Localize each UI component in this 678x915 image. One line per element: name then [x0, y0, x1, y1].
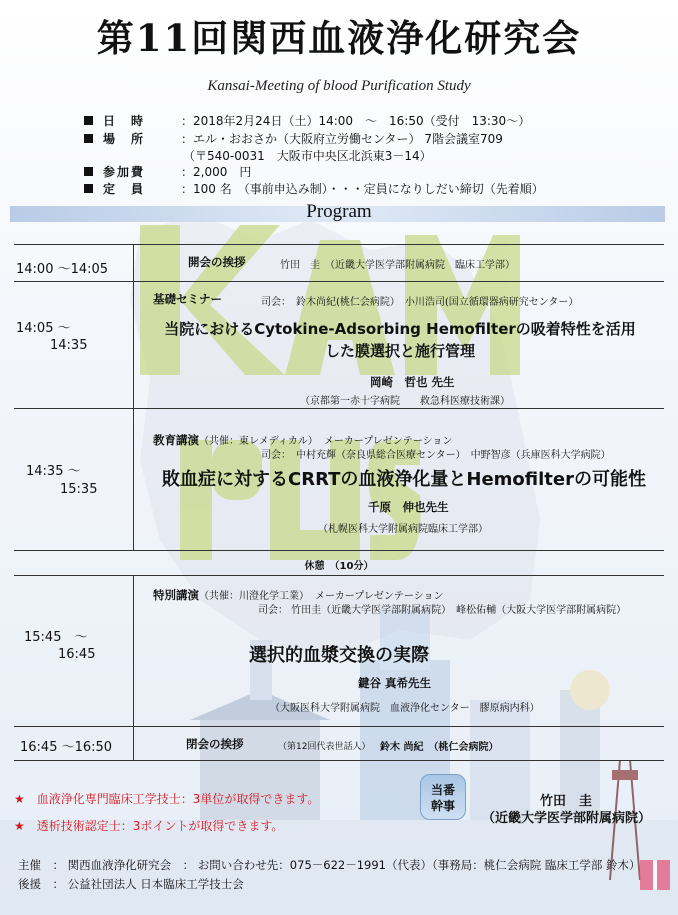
education-time-start: 14:35 ～ — [26, 464, 81, 479]
opening-title: 開会の挨拶 — [188, 255, 246, 269]
column-divider — [133, 244, 134, 551]
closing-speaker: 鈴木 尚紀 （桃仁会病院） — [380, 742, 499, 753]
seminar-lecture-line2: した膜選択と施行管理 — [324, 342, 475, 360]
column-divider — [133, 575, 134, 760]
credit-line-2: ★ 透析技術認定士：3ポイントが取得できます。 — [14, 819, 284, 833]
divider — [14, 408, 664, 409]
footer-host: 主催 ： 関西血液浄化研究会 ： お問い合わせ先：075－622－1991（代表）（事務局：桃仁会病院 臨床工学部 鈴木） — [18, 858, 641, 872]
info-row-address: （〒540-0031 大阪市中央区北浜東3－14） — [183, 149, 432, 163]
bullet-square-icon — [84, 116, 93, 125]
duty-badge: 当番 幹事 — [420, 774, 466, 820]
program-heading: Program — [306, 201, 372, 222]
duty-name: 竹田 圭 — [540, 794, 593, 809]
education-speaker: 千原 伸也先生 — [368, 500, 449, 514]
opening-speaker: 竹田 圭 （近畿大学医学部附属病院 臨床工学部） — [280, 260, 515, 271]
page-title: 第11回関西血液浄化研究会 — [96, 16, 582, 60]
seminar-time-start: 14:05 ～ — [16, 321, 71, 336]
seminar-chair: 司会： 鈴木尚紀(桃仁会病院） 小川浩司(国立循環器病研究センター） — [261, 297, 579, 308]
divider — [14, 281, 664, 282]
seminar-affiliation: （京都第一赤十字病院 救急科医療技術課） — [300, 396, 510, 407]
divider — [14, 575, 664, 576]
seminar-label: 基礎セミナー — [153, 292, 222, 306]
special-time-start: 15:45 ～ — [24, 630, 88, 645]
credit-line-1: ★ 血液浄化専門臨床工学技士：3単位が取得できます。 — [14, 792, 320, 806]
special-time-end: 16:45 — [58, 647, 96, 662]
footer-support: 後援 ： 公益社団法人 日本臨床工学技士会 — [18, 877, 244, 891]
duty-affiliation: （近畿大学医学部附属病院） — [482, 811, 652, 826]
bullet-square-icon — [84, 134, 93, 143]
special-lecture: 選択的血漿交換の実際 — [249, 645, 429, 666]
closing-title: 閉会の挨拶 — [186, 737, 244, 751]
closing-time: 16:45 ～16:50 — [20, 740, 113, 755]
bullet-square-icon — [84, 167, 93, 176]
break-label: 休憩 （10分） — [304, 561, 374, 572]
special-chair: 司会： 竹田圭（近畿大学医学部附属病院） 峰松佑輔（大阪大学医学部附属病院） — [258, 605, 627, 616]
seminar-speaker: 岡崎 哲也 先生 — [370, 375, 455, 389]
info-row-fee: 参加費 ：2,000 円 — [84, 163, 251, 182]
education-affiliation: （札幌医科大学附属病院臨床工学部） — [318, 524, 488, 535]
info-row-date: 日 時 ：2018年2月24日（土）14:00 ～ 16:50（受付 13:30～） — [84, 112, 530, 131]
opening-time: 14:00 ～14:05 — [16, 262, 109, 277]
divider — [14, 244, 664, 245]
education-chair: 司会： 中村充輝（奈良県総合医療センター） 中野智彦（兵庫医科大学病院） — [261, 450, 611, 461]
gift-icon — [640, 860, 670, 890]
special-header: 特別講演（共催：川澄化学工業） メーカープレゼンテーション — [153, 588, 444, 602]
closing-role: （第12回代表世話人） — [278, 742, 371, 752]
divider — [14, 760, 664, 761]
divider — [14, 550, 664, 551]
page-subtitle: Kansai-Meeting of blood Purification Study — [207, 78, 471, 94]
education-header: 教育講演（共催：東レメディカル） メーカープレゼンテーション — [153, 433, 453, 447]
divider — [14, 726, 664, 727]
bullet-square-icon — [84, 184, 93, 193]
info-row-venue: 場 所 ：エル・おおさか（大阪府立労働センター） 7階会議室709 — [84, 130, 503, 149]
seminar-time-end: 14:35 — [50, 338, 88, 353]
info-row-capacity: 定 員 ：100 名 （事前申込み制）・・・定員になりしだい締切（先着順） — [84, 180, 544, 199]
seminar-lecture-line1: 当院におけるCytokine-Adsorbing Hemofilterの吸着特性を活用 — [164, 320, 636, 338]
education-lecture: 敗血症に対するCRRTの血液浄化量とHemofilterの可能性 — [162, 469, 646, 490]
education-time-end: 15:35 — [60, 482, 98, 497]
special-speaker: 鍵谷 真希先生 — [358, 676, 432, 690]
special-affiliation: （大阪医科大学附属病院 血液浄化センター 膠原病内科） — [270, 703, 540, 714]
